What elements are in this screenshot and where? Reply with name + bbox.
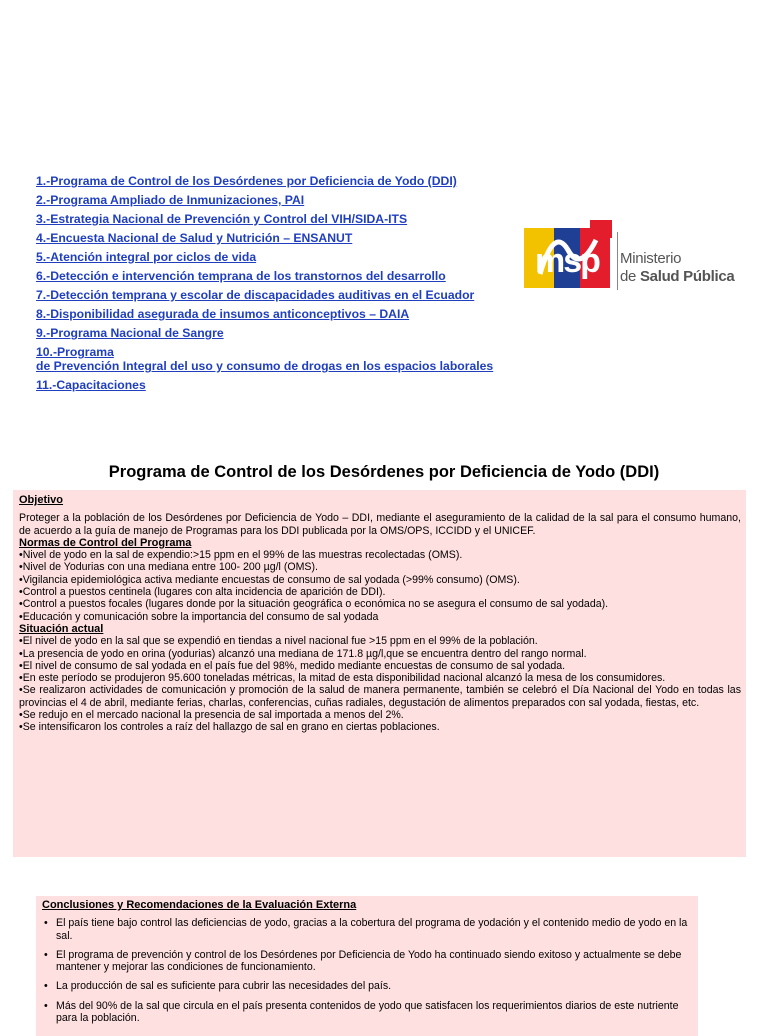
situacion-item: •Se intensificaron los controles a raíz del hallazgo de sal en grano en ciertas poblaciones. [19, 721, 440, 734]
toc-link-5[interactable]: 5.-Atención integral por ciclos de vida [36, 250, 257, 264]
situacion-item: •La presencia de yodo en orina (yodurias) alcanzó una mediana de 171.8 µg/l,que se encuentra dentro del rango normal. [19, 647, 587, 660]
normas-header: Normas de Control del Programa [19, 536, 192, 549]
conclusion-item: • El país tiene bajo control las deficiencias de yodo, gracias a la cobertura del programa de yodación y el contenido medio de yodo en la sal. [42, 917, 692, 942]
situacion-item: •El nivel de consumo de sal yodada en el país fue del 98%, medido mediante encuestas de consumo de sal yodada. [19, 659, 566, 672]
program-index [36, 172, 536, 395]
toc-link-10[interactable] [36, 345, 536, 373]
toc-link-11[interactable]: 11.-Capacitaciones [36, 378, 146, 392]
logo-letters: msp [535, 242, 599, 280]
toc-link-6[interactable]: 6.-Detección e intervención temprana de los transtornos del desarrollo [36, 269, 446, 283]
logo-line-2-prefix: de [620, 268, 640, 285]
normas-item: •Nivel de Yodurias con una mediana entre 100- 200 µg/l (OMS). [19, 561, 318, 574]
situacion-item: •En este período se produjeron 95.600 toneladas métricas, la mitad de esta disponibilidad nacional alcanzó la mesa de los consumidores. [19, 672, 666, 685]
logo-line-2 [620, 268, 734, 286]
conclusions-list [42, 917, 692, 1024]
program-details-box [13, 490, 746, 857]
conclusion-item: • El programa de prevención y control de los Desórdenes por Deficiencia de Yodo ha continuado siendo exitoso y actualmente se debe mantener y mejorar las condiciones de funcionamiento. [42, 949, 692, 974]
objetivo-header: Objetivo [19, 494, 64, 506]
conclusions-header: Conclusiones y Recomendaciones de la Evaluación Externa [42, 899, 357, 911]
logo-line-2-bold: Salud Pública [639, 268, 735, 285]
normas-item: •Control a puestos centinela (lugares con alta incidencia de aparición de DDI). [19, 586, 386, 599]
toc-link-2[interactable]: 2.-Programa Ampliado de Inmunizaciones, PAI [36, 193, 305, 207]
section-title: Programa de Control de los Desórdenes por Deficiencia de Yodo (DDI) [108, 463, 660, 481]
logo-divider [617, 232, 618, 290]
situacion-item: •El nivel de yodo en la sal que se expendió en tiendas a nivel nacional fue >15 ppm en el 99% de la población. [19, 635, 538, 648]
logo-line-1: Ministerio [620, 250, 682, 267]
msp-logo [520, 220, 750, 300]
conclusion-item: • La producción de sal es suficiente para cubrir las necesidades del país. [42, 980, 692, 992]
toc-link-4[interactable]: 4.-Encuesta Nacional de Salud y Nutrición – ENSANUT [36, 231, 353, 245]
logo-red-top [590, 220, 612, 238]
normas-item: •Control a puestos focales (lugares donde por la situación geográfica o económica no se asegura el consumo de sal yodada). [19, 598, 609, 611]
toc-link-1[interactable]: 1.-Programa de Control de los Desórdenes por Deficiencia de Yodo (DDI) [36, 174, 457, 188]
objetivo-text: Proteger a la población de los Desórdenes por Deficiencia de Yodo – DDI, mediante el aseguramiento de la calidad de la sal para el consumo humano, de acuerdo a la guía de manejo de Programas para los DDI publicada por la OMS/OPS, ICCIDD y el UNICEF. [19, 512, 741, 537]
msp-logo-mark [520, 220, 616, 300]
situacion-item: •Se realizaron actividades de comunicación y promoción de la salud de manera permanente, también se celebró el Día Nacional del Yodo en todas las provincias el 4 de abril, mediante ferias, charlas, conferencias, cuñas radiales, degustación de alimentos preparados con sal yodada, fiestas, etc. [19, 684, 741, 709]
toc-link-7[interactable]: 7.-Detección temprana y escolar de discapacidades auditivas en el Ecuador [36, 288, 475, 302]
normas-item: •Nivel de yodo en la sal de expendio:>15 ppm en el 99% de las muestras recolectadas (OMS). [19, 549, 463, 562]
situacion-item: •Se redujo en el mercado nacional la presencia de sal importada a menos del 2%. [19, 709, 404, 722]
conclusion-item: • Más del 90% de la sal que circula en el país presenta contenidos de yodo que satisfacen los requerimientos diarios de este nutriente para la población. [42, 1000, 692, 1025]
logo-caption [620, 250, 734, 286]
normas-item: •Vigilancia epidemiológica activa mediante encuestas de consumo de sal yodada (>99% consumo) (OMS). [19, 573, 520, 586]
conclusions-box [36, 896, 698, 1036]
toc-link-10-line1: 10.-Programa [36, 345, 114, 359]
toc-link-9[interactable]: 9.-Programa Nacional de Sangre [36, 326, 224, 340]
normas-item: •Educación y comunicación sobre la importancia del consumo de sal yodada [19, 610, 379, 623]
toc-link-8[interactable]: 8.-Disponibilidad asegurada de insumos anticonceptivos – DAIA [36, 307, 410, 321]
toc-link-3[interactable]: 3.-Estrategia Nacional de Prevención y Control del VIH/SIDA-ITS [36, 212, 408, 226]
toc-link-10-line2: de Prevención Integral del uso y consumo de drogas en los espacios laborales [36, 359, 494, 373]
situacion-header: Situación actual [19, 622, 104, 635]
